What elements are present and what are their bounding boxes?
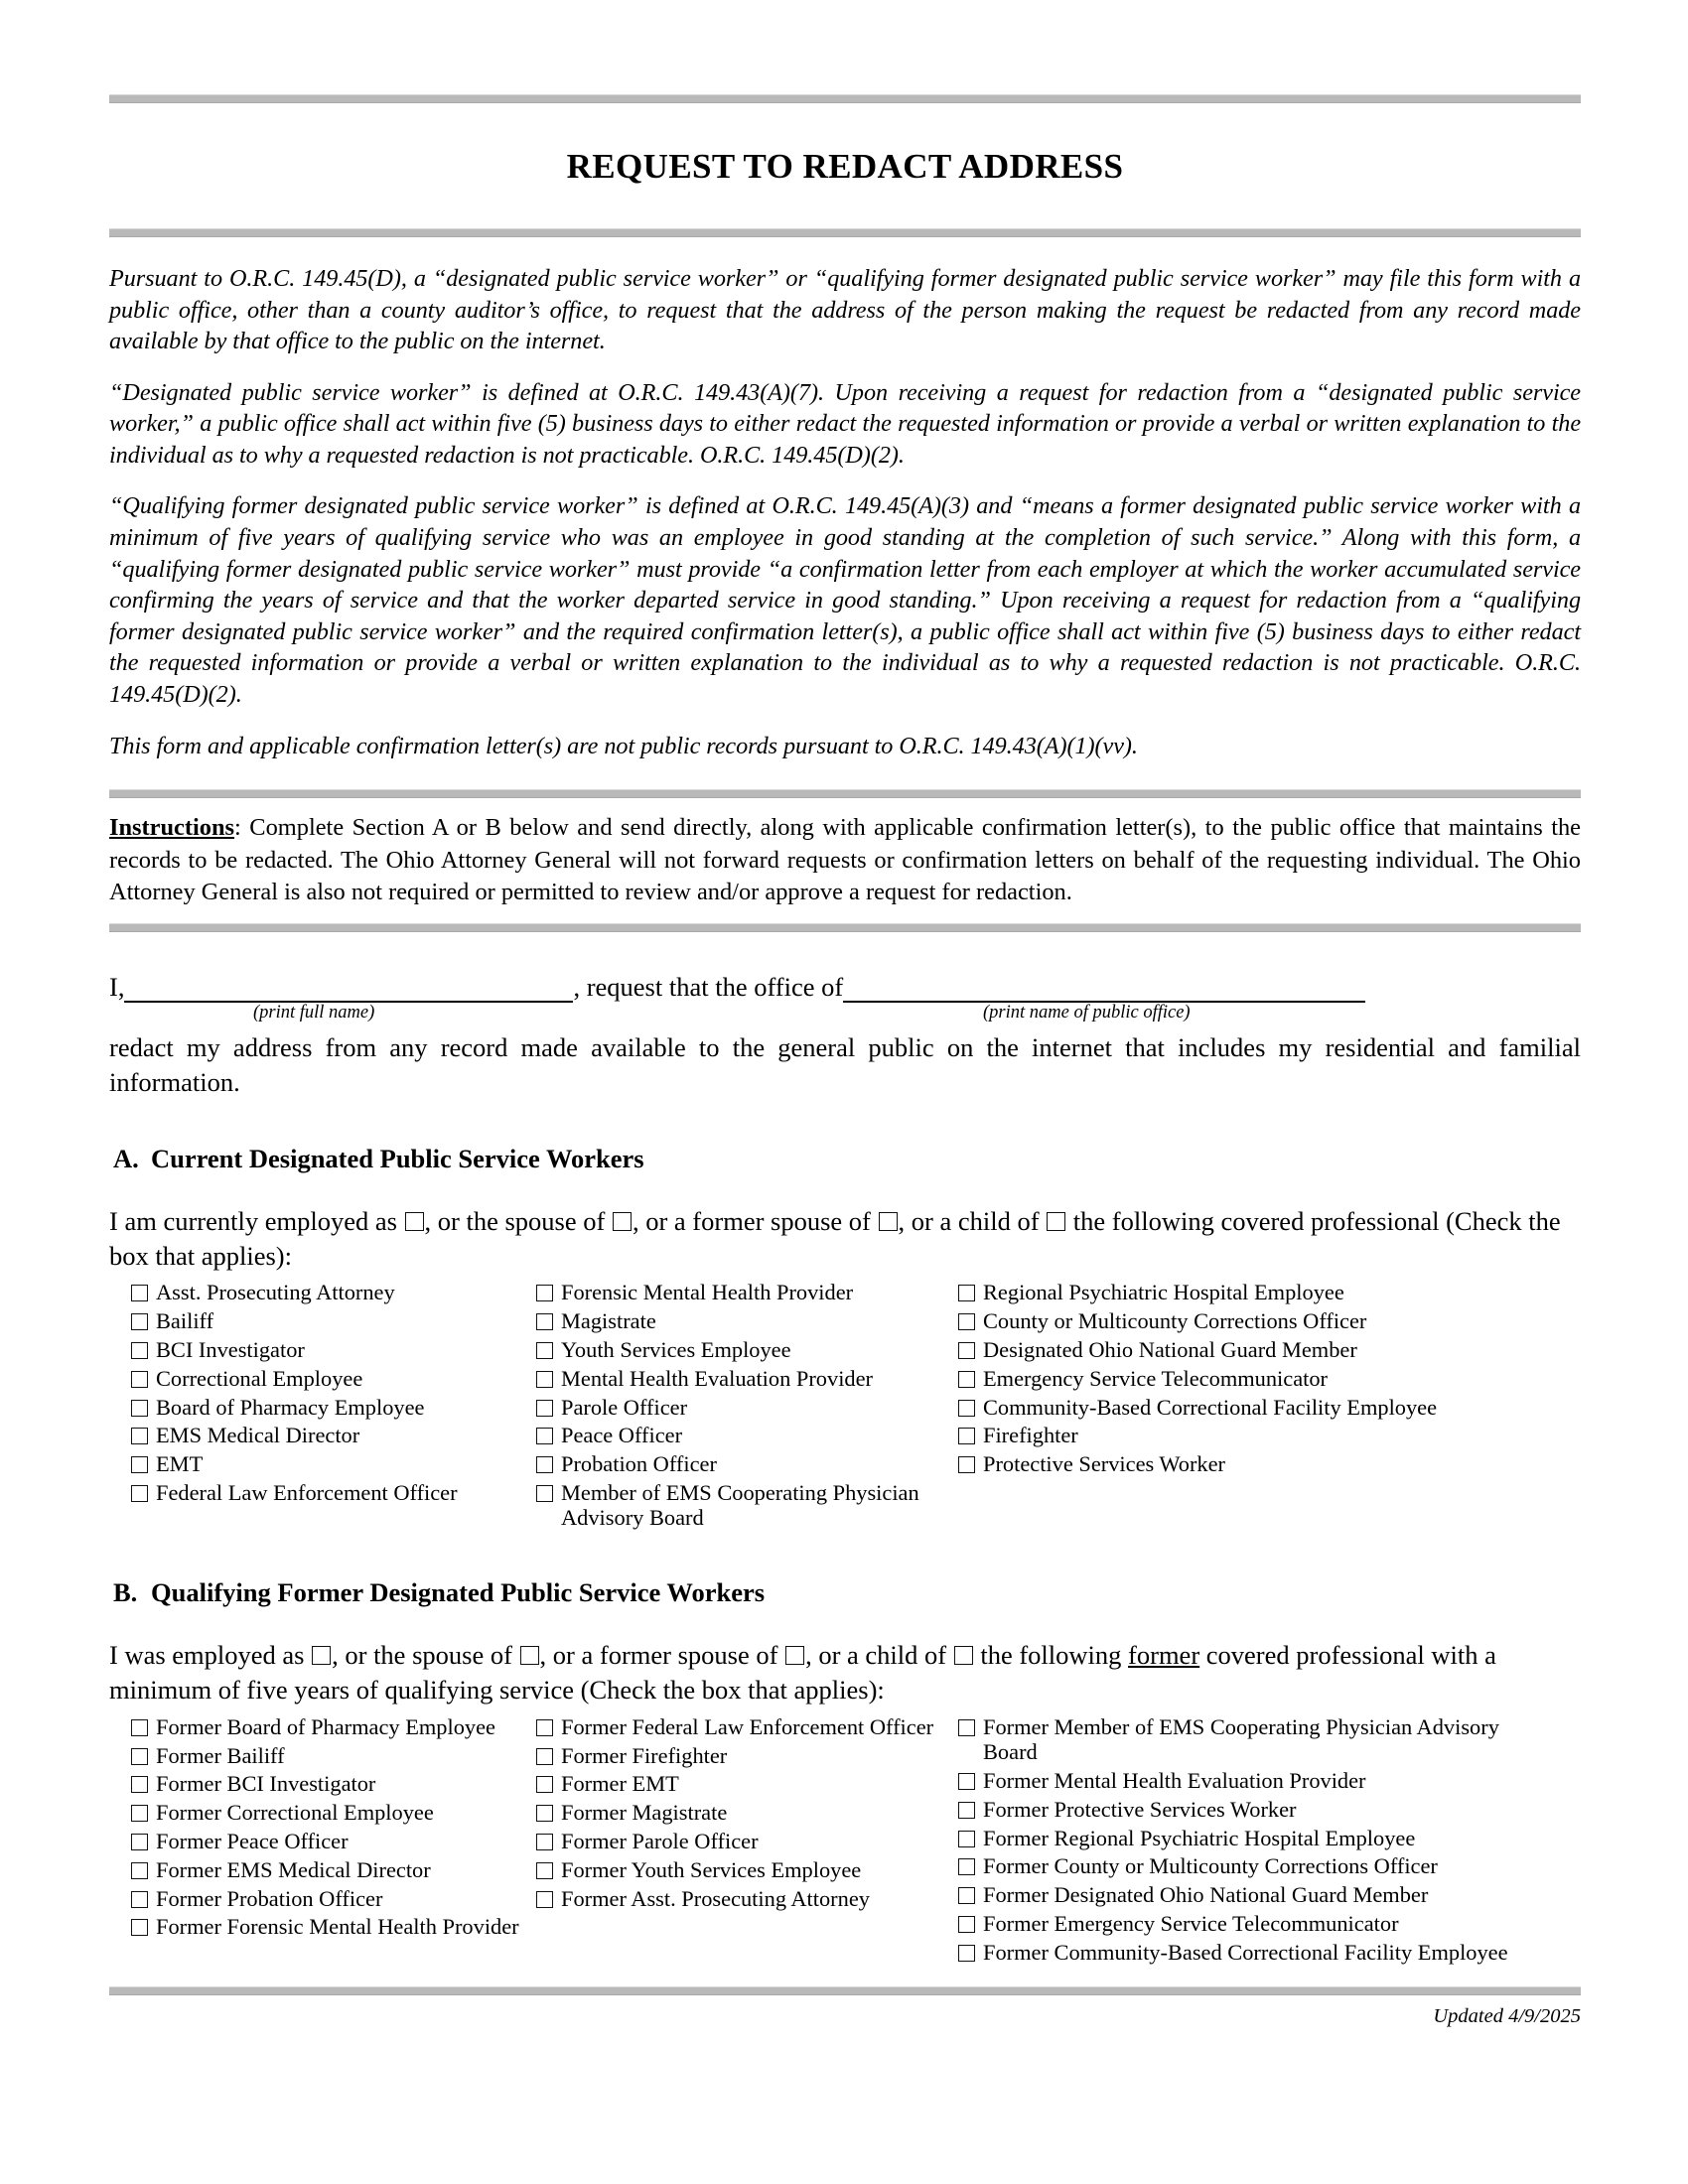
checkbox-item-label: Former Forensic Mental Health Provider [156, 1914, 519, 1940]
checkbox-item[interactable] [536, 1308, 958, 1333]
checkbox-square-icon[interactable] [536, 1400, 553, 1417]
checkbox-square-icon[interactable] [536, 1776, 553, 1793]
checkbox-item-label: Parole Officer [561, 1394, 688, 1420]
checkbox-square-icon[interactable] [536, 1313, 553, 1330]
section-b-column-3 [958, 1714, 1514, 1969]
checkbox-item-label: Mental Health Evaluation Provider [561, 1365, 874, 1391]
section-a-column-3 [958, 1280, 1514, 1534]
checkbox-item-label: Regional Psychiatric Hospital Employee [983, 1280, 1344, 1305]
checkbox-item-label: Former Community-Based Correctional Facility Employee [983, 1939, 1508, 1965]
section-b-lead-part4: , or a child of [805, 1640, 953, 1671]
checkbox-item[interactable] [536, 1337, 958, 1362]
checkbox-square-icon[interactable] [536, 1456, 553, 1473]
checkbox-square-icon[interactable] [131, 1891, 148, 1908]
checkbox-a-child[interactable] [1047, 1212, 1065, 1231]
checkbox-item[interactable] [958, 1768, 1514, 1793]
document-sheet [109, 0, 1581, 2028]
checkbox-item-label: Magistrate [561, 1308, 656, 1334]
checkbox-square-icon[interactable] [536, 1342, 553, 1359]
section-a-lead-part3: , or a former spouse of [632, 1205, 878, 1236]
checkbox-item[interactable] [536, 1743, 958, 1768]
checkbox-item-label: Former Board of Pharmacy Employee [156, 1713, 495, 1739]
checkbox-square-icon[interactable] [131, 1456, 148, 1473]
checkbox-item-label: Former BCI Investigator [156, 1771, 376, 1797]
section-b-heading [109, 1577, 1581, 1608]
statute-paragraph-1: Pursuant to O.R.C. 149.45(D), a “designated public service worker” or “qualifying former designated public service worker” may file this form with a public office, other than a county auditor’s office, to request that the address of the person making the request be redacted from any record made available by that office to the public on the internet. [109, 265, 1581, 355]
checkbox-item-label: Former Designated Ohio National Guard Member [983, 1882, 1429, 1908]
checkbox-item[interactable] [536, 1771, 958, 1796]
checkbox-item[interactable] [131, 1366, 536, 1391]
section-a-checkbox-columns [109, 1280, 1581, 1534]
checkbox-square-icon[interactable] [958, 1945, 975, 1962]
checkbox-item[interactable] [536, 1451, 958, 1476]
checkbox-a-spouse[interactable] [613, 1212, 632, 1231]
instructions-separator: : [234, 814, 241, 842]
checkbox-a-former-spouse[interactable] [879, 1212, 898, 1231]
checkbox-item[interactable] [536, 1366, 958, 1391]
checkbox-item-label: Former Regional Psychiatric Hospital Employee [983, 1825, 1416, 1850]
section-a-column-1 [131, 1280, 536, 1534]
checkbox-item-label: Former Mental Health Evaluation Provider [983, 1767, 1366, 1793]
checkbox-square-icon[interactable] [536, 1371, 553, 1388]
checkbox-square-icon[interactable] [536, 1862, 553, 1879]
checkbox-item[interactable] [131, 1308, 536, 1333]
checkbox-item[interactable] [131, 1800, 536, 1825]
request-line [109, 972, 1581, 1003]
checkbox-item-label: Bailiff [156, 1308, 214, 1334]
checkbox-item[interactable] [536, 1280, 958, 1304]
checkbox-item[interactable] [958, 1882, 1514, 1907]
section-a-column-2 [536, 1280, 958, 1534]
checkbox-square-icon[interactable] [131, 1834, 148, 1850]
section-b-lead-part6: covered professional with a minimum of five years of qualifying service (Check the box that applies): [109, 1640, 1496, 1706]
checkbox-item-label: County or Multicounty Corrections Officer [983, 1308, 1367, 1334]
request-middle: , request that the office of [573, 972, 844, 1003]
checkbox-item[interactable] [131, 1423, 536, 1447]
checkbox-item[interactable] [131, 1480, 536, 1505]
field-hints [109, 1003, 1581, 1028]
checkbox-item[interactable] [536, 1395, 958, 1420]
checkbox-item[interactable] [536, 1480, 958, 1531]
checkbox-item[interactable] [958, 1423, 1514, 1447]
full-name-input[interactable] [124, 973, 573, 1003]
page-title: REQUEST TO REDACT ADDRESS [566, 147, 1124, 186]
section-b-column-1 [131, 1714, 536, 1969]
section-a-title: Current Designated Public Service Workers [151, 1143, 644, 1173]
instructions-label: Instructions [109, 814, 235, 842]
checkbox-square-icon[interactable] [958, 1428, 975, 1444]
footer-updated-date: Updated 4/9/2025 [1433, 2004, 1581, 2027]
checkbox-item-label: Former Probation Officer [156, 1885, 383, 1911]
checkbox-item-label: Former Member of EMS Cooperating Physician Advisory Board [983, 1713, 1499, 1765]
checkbox-item-label: Designated Ohio National Guard Member [983, 1336, 1357, 1362]
checkbox-square-icon[interactable] [536, 1285, 553, 1301]
statute-intro-block [109, 263, 1581, 761]
checkbox-square-icon[interactable] [131, 1805, 148, 1822]
checkbox-item-label: Former Youth Services Employee [561, 1856, 862, 1882]
checkbox-item-label: Member of EMS Cooperating Physician Advisory Board [561, 1480, 919, 1531]
checkbox-item-label: Former Protective Services Worker [983, 1796, 1297, 1822]
checkbox-b-child[interactable] [954, 1646, 973, 1665]
checkbox-item[interactable] [131, 1714, 536, 1739]
title-divider-rule [109, 228, 1581, 237]
checkbox-square-icon[interactable] [958, 1342, 975, 1359]
checkbox-item[interactable] [131, 1280, 536, 1304]
checkbox-item[interactable] [131, 1914, 536, 1939]
checkbox-square-icon[interactable] [131, 1371, 148, 1388]
statute-paragraph-2: “Designated public service worker” is defined at O.R.C. 149.43(A)(7). Upon receiving a request for redaction from a “designated public service worker,” a public office shall act within five (5) business days to either redact the requested information or provide a verbal or written explanation to the individual as to why a requested redaction is not practicable. O.R.C. 149.45(D)(2). [109, 378, 1581, 469]
checkbox-square-icon[interactable] [958, 1719, 975, 1736]
request-continuation: redact my address from any record made available to the general public on the internet that includes my residential and familial information. [109, 1032, 1581, 1098]
instructions-top-rule [109, 789, 1581, 798]
checkbox-square-icon[interactable] [958, 1802, 975, 1819]
checkbox-square-icon[interactable] [536, 1719, 553, 1736]
checkbox-square-icon[interactable] [131, 1919, 148, 1936]
section-b-lead-former-emphasis: former [1128, 1640, 1200, 1671]
section-a-lead [109, 1204, 1581, 1274]
checkbox-item-label: Firefighter [983, 1423, 1078, 1448]
checkbox-square-icon[interactable] [958, 1456, 975, 1473]
checkbox-item-label: Former Emergency Service Telecommunicator [983, 1911, 1399, 1937]
section-b-lead-part5: the following [973, 1640, 1129, 1671]
section-a-lead-part5: the following covered professional (Check the box that applies): [109, 1205, 1561, 1272]
checkbox-square-icon[interactable] [958, 1285, 975, 1301]
full-name-hint: (print full name) [253, 1003, 375, 1024]
checkbox-item[interactable] [536, 1423, 958, 1447]
checkbox-item-label: BCI Investigator [156, 1336, 305, 1362]
checkbox-item[interactable] [536, 1714, 958, 1739]
checkbox-item[interactable] [958, 1940, 1514, 1965]
section-b-column-2 [536, 1714, 958, 1969]
checkbox-square-icon[interactable] [131, 1400, 148, 1417]
checkbox-square-icon[interactable] [536, 1805, 553, 1822]
checkbox-item-label: Asst. Prosecuting Attorney [156, 1280, 395, 1305]
checkbox-item[interactable] [131, 1451, 536, 1476]
checkbox-item[interactable] [536, 1886, 958, 1911]
checkbox-square-icon[interactable] [958, 1887, 975, 1904]
checkbox-item-label: Protective Services Worker [983, 1451, 1226, 1477]
checkbox-item-label: Peace Officer [561, 1423, 683, 1448]
section-a-lead-part2: , or the spouse of [424, 1205, 612, 1236]
checkbox-item[interactable] [958, 1714, 1514, 1765]
checkbox-item-label: Emergency Service Telecommunicator [983, 1365, 1329, 1391]
checkbox-item-label: Former Peace Officer [156, 1828, 349, 1853]
section-b-title: Qualifying Former Designated Public Service Workers [151, 1577, 766, 1608]
checkbox-item[interactable] [131, 1857, 536, 1882]
statute-paragraph-4: This form and applicable confirmation letter(s) are not public records pursuant to O.R.C. 149.43(A)(1)(vv). [109, 732, 1138, 759]
section-b-lead [109, 1638, 1581, 1707]
checkbox-item-label: Probation Officer [561, 1451, 717, 1477]
checkbox-square-icon[interactable] [958, 1371, 975, 1388]
checkbox-item[interactable] [131, 1771, 536, 1796]
checkbox-item-label: Correctional Employee [156, 1365, 363, 1391]
checkbox-item[interactable] [958, 1853, 1514, 1878]
checkbox-square-icon[interactable] [958, 1831, 975, 1847]
checkbox-item-label: Former EMT [561, 1771, 679, 1797]
checkbox-square-icon[interactable] [536, 1891, 553, 1908]
checkbox-item[interactable] [958, 1308, 1514, 1333]
checkbox-square-icon[interactable] [536, 1485, 553, 1502]
checkbox-b-former-spouse[interactable] [785, 1646, 804, 1665]
section-a-lead-part4: , or a child of [898, 1205, 1047, 1236]
checkbox-item-label: Former Federal Law Enforcement Officer [561, 1713, 934, 1739]
checkbox-square-icon[interactable] [131, 1862, 148, 1879]
request-statement [109, 972, 1581, 1099]
checkbox-item[interactable] [131, 1886, 536, 1911]
checkbox-item-label: Former Magistrate [561, 1800, 728, 1826]
checkbox-item[interactable] [958, 1911, 1514, 1936]
checkbox-item[interactable] [536, 1829, 958, 1853]
checkbox-square-icon[interactable] [536, 1834, 553, 1850]
checkbox-a-employed[interactable] [405, 1212, 424, 1231]
checkbox-item[interactable] [536, 1857, 958, 1882]
section-b-lead-part1: I was employed as [109, 1640, 312, 1671]
section-a-heading [109, 1144, 1581, 1174]
checkbox-item[interactable] [131, 1395, 536, 1420]
checkbox-square-icon[interactable] [958, 1858, 975, 1875]
checkbox-item[interactable] [958, 1797, 1514, 1822]
public-office-hint: (print name of public office) [983, 1003, 1191, 1024]
checkbox-b-employed[interactable] [312, 1646, 331, 1665]
checkbox-square-icon[interactable] [536, 1748, 553, 1765]
request-lead: I, [109, 972, 125, 1003]
checkbox-item[interactable] [958, 1395, 1514, 1420]
checkbox-item[interactable] [958, 1280, 1514, 1304]
instructions-body: Complete Section A or B below and send directly, along with applicable confirmation letter(s), to the public office that maintains the records to be redacted. The Ohio Attorney General will not forward requests or confirmation letters on behalf of the requesting individual. The Ohio Attorney General is also not required or permitted to review and/or approve a request for redaction. [109, 814, 1581, 905]
checkbox-item-label: Former Parole Officer [561, 1828, 759, 1853]
checkbox-item-label: Federal Law Enforcement Officer [156, 1480, 458, 1506]
checkbox-square-icon[interactable] [958, 1916, 975, 1933]
checkbox-square-icon[interactable] [131, 1485, 148, 1502]
checkbox-item[interactable] [958, 1451, 1514, 1476]
checkbox-item[interactable] [536, 1800, 958, 1825]
statute-paragraph-3: “Qualifying former designated public service worker” is defined at O.R.C. 149.45(A)(3) and “means a former designated public service worker with a minimum of five years of qualifying service who was an employee in good standing at the completion of such service.” Along with this form, a “qualifying former designated public service worker” must provide “a confirmation letter from each employer at which the worker accumulated service confirming the years of service and that the worker departed service in good standing.” Upon receiving a request for redaction from a “qualifying former designated public service worker” and the required confirmation letter(s), a public office shall act within five (5) business days to either redact the requested information or provide a verbal or written explanation to the individual as to why a requested redaction is not practicable. O.R.C. 149.45(D)(2). [109, 492, 1581, 708]
section-b-lead-part2: , or the spouse of [332, 1640, 519, 1671]
checkbox-item[interactable] [958, 1366, 1514, 1391]
checkbox-square-icon[interactable] [131, 1776, 148, 1793]
checkbox-square-icon[interactable] [131, 1748, 148, 1765]
checkbox-item[interactable] [131, 1337, 536, 1362]
checkbox-square-icon[interactable] [131, 1342, 148, 1359]
checkbox-square-icon[interactable] [131, 1285, 148, 1301]
checkbox-square-icon[interactable] [536, 1428, 553, 1444]
instructions-block [109, 812, 1581, 908]
section-b-lead-part3: , or a former spouse of [539, 1640, 785, 1671]
checkbox-item-label: Youth Services Employee [561, 1336, 791, 1362]
checkbox-item-label: Former EMS Medical Director [156, 1856, 431, 1882]
public-office-input[interactable] [843, 973, 1365, 1003]
checkbox-square-icon[interactable] [131, 1719, 148, 1736]
checkbox-item-label: Former Bailiff [156, 1742, 285, 1768]
checkbox-item-label: Former County or Multicounty Corrections Officer [983, 1853, 1438, 1879]
checkbox-item[interactable] [958, 1826, 1514, 1850]
section-a-lead-part1: I am currently employed as [109, 1205, 404, 1236]
footer-rule [109, 1986, 1581, 1995]
checkbox-square-icon[interactable] [131, 1313, 148, 1330]
section-b-letter: B. [113, 1577, 138, 1608]
checkbox-square-icon[interactable] [958, 1400, 975, 1417]
checkbox-item[interactable] [131, 1829, 536, 1853]
checkbox-item-label: Former Firefighter [561, 1742, 728, 1768]
checkbox-item-label: Former Correctional Employee [156, 1800, 434, 1826]
checkbox-item-label: Community-Based Correctional Facility Employee [983, 1394, 1438, 1420]
checkbox-item-label: EMT [156, 1451, 204, 1477]
top-divider-rule [109, 94, 1581, 103]
checkbox-item[interactable] [958, 1337, 1514, 1362]
checkbox-item-label: EMS Medical Director [156, 1423, 360, 1448]
checkbox-square-icon[interactable] [958, 1773, 975, 1790]
checkbox-b-spouse[interactable] [520, 1646, 539, 1665]
checkbox-item-label: Board of Pharmacy Employee [156, 1394, 425, 1420]
checkbox-item-label: Forensic Mental Health Provider [561, 1280, 854, 1305]
section-b-checkbox-columns [109, 1714, 1581, 1969]
checkbox-square-icon[interactable] [131, 1428, 148, 1444]
checkbox-square-icon[interactable] [958, 1313, 975, 1330]
checkbox-item[interactable] [131, 1743, 536, 1768]
checkbox-item-label: Former Asst. Prosecuting Attorney [561, 1885, 870, 1911]
instructions-bottom-rule [109, 923, 1581, 932]
section-a-letter: A. [113, 1143, 139, 1173]
